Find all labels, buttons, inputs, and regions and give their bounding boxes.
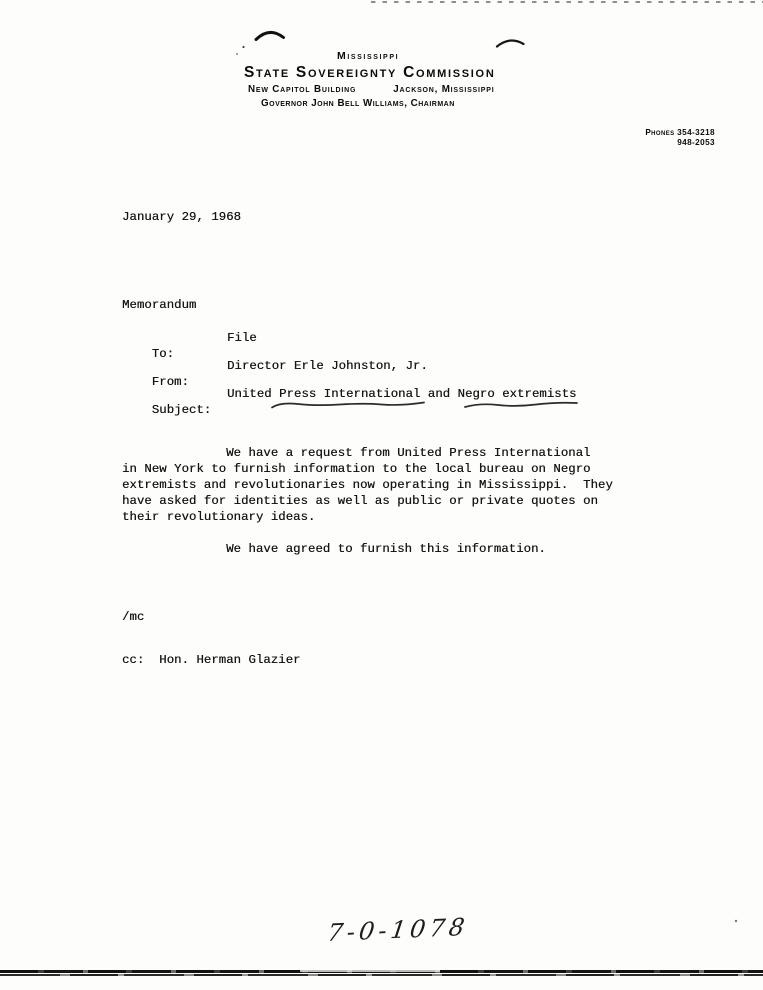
date-line: January 29, 1968 xyxy=(122,210,241,224)
subject-underline-press-international xyxy=(272,403,424,408)
letterhead-address xyxy=(248,84,494,95)
handwritten-document-number: 7-0-1078 xyxy=(325,912,471,948)
memo-field-from xyxy=(122,358,642,389)
memo-field-subject xyxy=(122,386,642,417)
top-edge-dashed-line xyxy=(371,1,763,3)
memo-from-value: Director Erle Johnston, Jr. xyxy=(227,359,428,373)
body-paragraph1-line1: We have a request from United Press International xyxy=(122,446,591,460)
memo-field-to xyxy=(122,330,642,361)
subject-underline-negro-extremists xyxy=(465,403,577,407)
memo-heading: Memorandum xyxy=(122,298,197,312)
scan-mark-left-arc xyxy=(256,32,284,39)
scan-edge-line-fade xyxy=(300,969,440,972)
phone-number-line2: 948-2053 xyxy=(677,137,715,147)
memo-to-value: File xyxy=(227,331,257,345)
body-paragraph1-line2: in New York to furnish information to the local bureau on Negro xyxy=(122,462,591,476)
memo-from-label: From: xyxy=(151,375,189,389)
body-paragraph2: We have agreed to furnish this information. xyxy=(122,542,546,556)
memo-subject-label: Subject: xyxy=(151,403,212,417)
letterhead-org-name: State Sovereignty Commission xyxy=(244,64,496,81)
letterhead-address-building: New Capitol Building xyxy=(248,84,357,95)
body-paragraph1-line5: their revolutionary ideas. xyxy=(122,510,316,524)
phone-numbers xyxy=(645,128,715,147)
scan-speck xyxy=(236,53,238,55)
scan-mark-right-arc xyxy=(497,41,524,47)
typist-initials: /mc xyxy=(122,610,145,624)
scan-speck xyxy=(242,46,244,48)
letterhead-chairman-line: Governor John Bell Williams, Chairman xyxy=(261,98,455,109)
scan-edge-line-lower xyxy=(0,974,763,976)
cc-line: cc: Hon. Herman Glazier xyxy=(122,653,301,667)
memo-to-label: To: xyxy=(151,347,175,361)
scan-speck xyxy=(735,920,737,922)
body-paragraph1-line3: extremists and revolutionaries now operating in Mississippi. They xyxy=(122,478,613,492)
letterhead-state: Mississippi xyxy=(337,50,400,62)
body-paragraph1-line4: have asked for identities as well as public or private quotes on xyxy=(122,494,598,508)
letterhead-address-city: Jackson, Mississippi xyxy=(393,84,495,95)
memo-subject-value: United Press International and Negro extremists xyxy=(227,387,577,401)
phone-number-line1: Phones 354-3218 xyxy=(645,128,715,137)
